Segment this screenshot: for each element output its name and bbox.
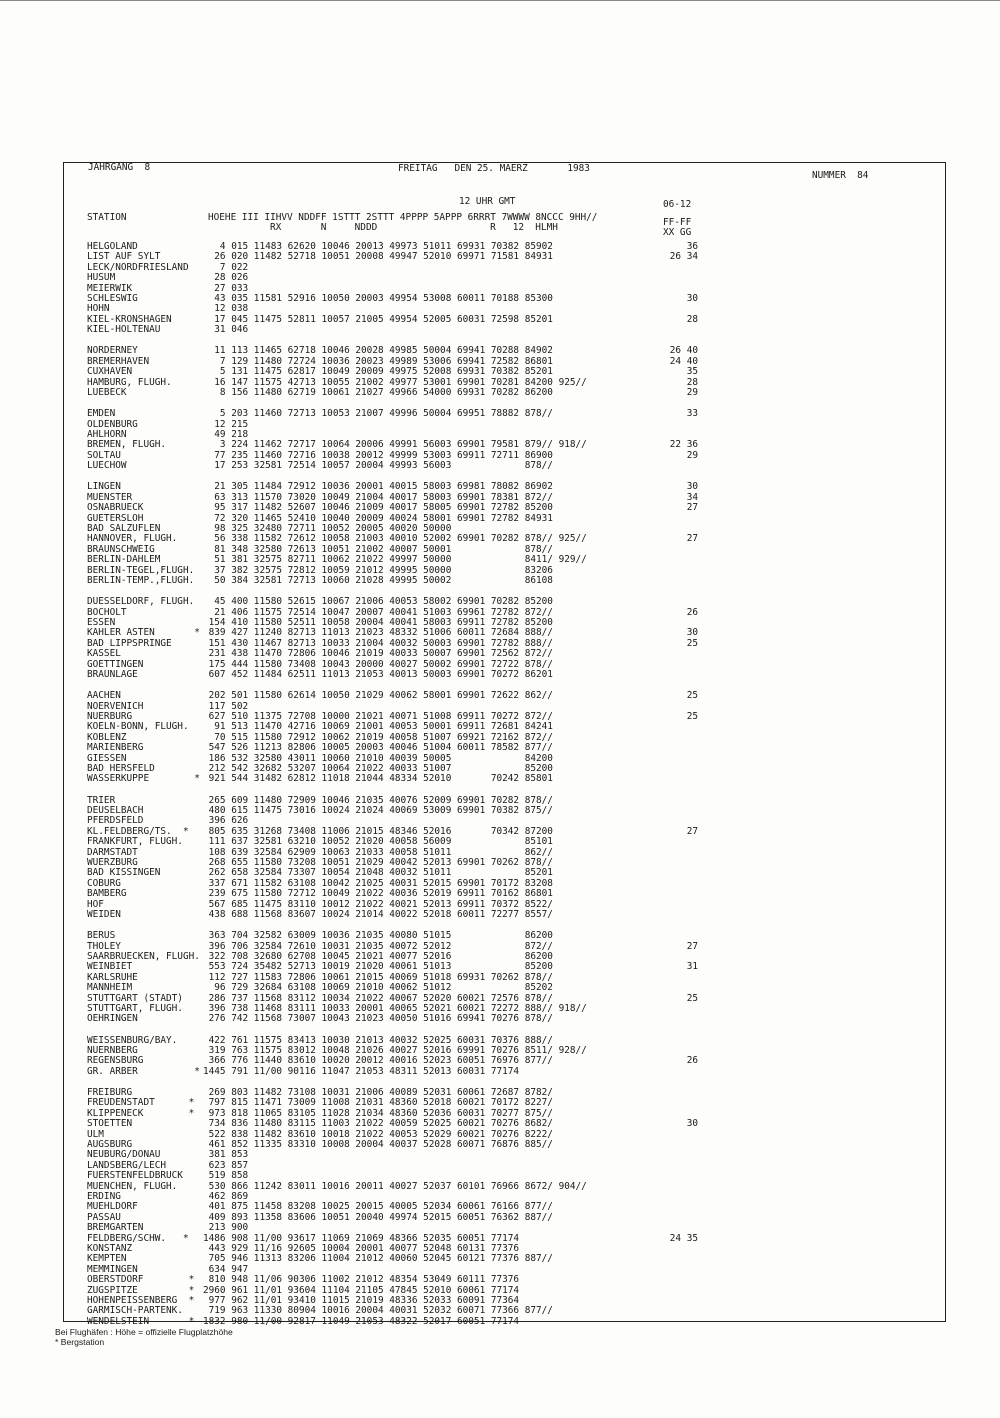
station-name: MUENSTER	[87, 491, 133, 503]
station-readings: 265 609 11480 72909 10046 21035 40076 52009 69901 70282 878//	[203, 794, 553, 806]
station-name: LUEBECK	[87, 387, 127, 398]
wind-gust: 28	[686, 376, 698, 388]
station-name: AACHEN	[87, 690, 121, 702]
station-readings: 17 045 11475 52811 10057 21005 49954 52005 60031 72598 85201	[203, 313, 553, 325]
station-readings: 530 866 11242 83011 10016 20011 40027 52037 60101 76966 8672/ 904//	[203, 1180, 587, 1192]
station-name: REGENSBURG	[87, 1055, 144, 1067]
station-readings: 151 430 11467 82713 10033 21004 40032 50003 69901 72782 888//	[203, 637, 553, 649]
station-name: GARMISCH-PARTENK.	[87, 1305, 183, 1317]
station-readings: 363 704 32582 63009 10036 21035 40080 51015 86200	[203, 930, 553, 942]
wind-gust: 26 40	[669, 345, 698, 357]
header-ff-line2: XX GG	[663, 227, 692, 238]
station-readings: 112 727 11583 72806 10061 21015 40069 51018 69931 70262 878//	[203, 971, 553, 983]
station-readings: 734 836 11480 83115 11003 21022 40059 52025 60021 70276 8682/	[203, 1118, 553, 1130]
station-readings: 70 515 11580 72912 10062 21019 40058 51007 69921 72162 872//	[203, 731, 553, 743]
station-name: BERLIN-TEGEL,FLUGH.	[87, 564, 195, 576]
station-name: BERLIN-TEMP.,FLUGH.	[87, 575, 195, 586]
station-readings: 12 038	[203, 303, 249, 315]
station-readings: 77 235 11460 72716 10038 20012 49999 53003 69911 72711 86900	[203, 449, 553, 461]
wind-gust: 22 36	[669, 439, 698, 451]
station-name: FUERSTENFELDBRUCK	[87, 1170, 183, 1182]
station-readings: 5 131 11475 62817 10049 20009 49975 52008 69931 70382 85201	[203, 366, 553, 378]
station-name: HOHENPEISSENBERG *	[87, 1295, 195, 1306]
station-readings: 239 675 11580 72712 10049 21022 40036 52019 69911 70162 86801	[203, 888, 553, 900]
wind-gust: 24 40	[669, 355, 698, 367]
station-name: KONSTANZ	[87, 1243, 133, 1254]
station-name: COBURG	[87, 877, 121, 889]
wind-gust: 27	[686, 825, 698, 837]
station-readings: 16 147 11575 42713 10055 21002 49977 53001 69901 70281 84200 925//	[203, 376, 587, 388]
station-name: BERUS	[87, 930, 116, 942]
footnote-mountain: * Bergstation	[55, 1337, 105, 1347]
wind-gust: 30	[686, 481, 698, 493]
station-name: FELDBERG/SCHW. *	[87, 1232, 189, 1244]
station-readings: 607 452 11484 62511 11013 21053 40013 50003 69901 70272 86201	[203, 669, 553, 680]
header-nummer: NUMMER 84	[812, 170, 869, 181]
station-readings: 91 513 11470 42716 10069 21001 40053 50001 69911 72681 84241	[203, 721, 553, 733]
station-readings: 443 929 11/16 92605 10004 20001 40077 52048 60131 77376	[203, 1243, 520, 1254]
station-readings: 366 776 11440 83610 10020 20012 40016 52023 60051 76976 877//	[203, 1055, 553, 1067]
station-name: HELGOLAND	[87, 241, 138, 252]
station-name: KASSEL	[87, 648, 121, 660]
header-date: FREITAG DEN 25. MAERZ 1983	[398, 163, 590, 174]
station-name: NEUBURG/DONAU	[87, 1149, 161, 1161]
station-name: STOETTEN	[87, 1118, 133, 1130]
station-readings: 26 020 11482 52718 10051 20008 49947 52010 69971 71581 84931	[203, 251, 553, 263]
station-readings: 839 427 11240 82713 11013 21023 48332 51006 60011 72684 888//	[203, 627, 553, 639]
station-name: HUSUM	[87, 272, 116, 284]
header-time: 12 UHR GMT	[459, 196, 516, 207]
wind-gust: 25	[686, 711, 698, 722]
station-name: SCHLESWIG	[87, 293, 138, 304]
station-name: ERDING	[87, 1191, 121, 1202]
station-name: KARLSRUHE	[87, 971, 138, 983]
station-name: KIEL-HOLTENAU	[87, 324, 161, 336]
station-readings: 797 815 11471 73009 11008 21031 48360 52018 60021 70172 8227/	[203, 1097, 553, 1109]
station-readings: 322 708 32680 62708 10045 21021 40077 52016 86200	[203, 951, 553, 962]
station-name: KIEL-KRONSHAGEN	[87, 313, 172, 325]
station-name: EMDEN	[87, 408, 116, 420]
station-readings: 4 015 11483 62620 10046 20013 49973 51011 69931 70382 85902	[203, 241, 553, 252]
station-name: BAD SALZUFLEN	[87, 523, 161, 534]
station-readings: 422 761 11575 83413 10030 21013 40032 52025 60031 70376 888//	[203, 1034, 553, 1046]
station-name: DUESSELDORF, FLUGH.	[87, 596, 195, 608]
station-readings: 276 742 11568 73007 10043 21023 40050 51016 69941 70276 878//	[203, 1013, 553, 1025]
station-name: MEMMINGEN	[87, 1263, 138, 1275]
station-name: WENDELSTEIN *	[87, 1315, 195, 1327]
wind-gust: 26	[686, 606, 698, 618]
station-name: BREMGARTEN	[87, 1222, 144, 1234]
station-readings: 522 838 11482 83610 10018 21022 40053 52029 60021 70276 8222/	[203, 1128, 553, 1140]
station-readings: 480 615 11475 73016 10024 21024 40069 53009 69901 70382 875//	[203, 805, 553, 816]
station-name: BREMERHAVEN	[87, 355, 150, 367]
station-name: FREIBURG	[87, 1087, 133, 1098]
wind-gust: 27	[686, 502, 698, 514]
station-readings: 2960 961 11/01 93604 11104 21105 47845 52010 60061 77174	[203, 1284, 520, 1296]
station-name: BRAUNSCHWEIG	[87, 543, 155, 555]
station-readings: 438 688 11568 83607 10024 21014 40022 52018 60011 72277 8557/	[203, 909, 553, 920]
station-readings: 973 818 11065 83105 11028 21034 48360 52036 60031 70277 875//	[203, 1107, 553, 1119]
station-name: LANDSBERG/LECH	[87, 1159, 167, 1171]
station-readings: 719 963 11330 80904 10016 20004 40031 52032 60071 77366 877//	[203, 1305, 553, 1317]
station-readings: 51 381 32575 82711 10062 21022 49997 50000 8411/ 929//	[203, 554, 587, 566]
station-readings: 12 215	[203, 418, 249, 430]
station-readings: 21 406 11575 72514 10047 20007 40041 51003 69961 72782 872//	[203, 606, 553, 618]
station-name: FRANKFURT, FLUGH.	[87, 836, 183, 848]
station-readings: 175 444 11580 73408 10043 20000 40027 50002 69901 72722 878//	[203, 658, 553, 670]
station-name: DEUSELBACH	[87, 805, 144, 816]
station-readings: 81 348 32580 72613 10051 21002 40007 50001 878//	[203, 543, 553, 555]
station-name: STUTTGART, FLUGH.	[87, 1003, 183, 1014]
wind-gust: 31	[686, 961, 698, 973]
station-name: NUERNBERG	[87, 1045, 138, 1056]
station-readings: 381 853	[203, 1149, 249, 1161]
station-readings: 96 729 32684 63108 10069 21010 40062 51012 85202	[203, 982, 553, 994]
station-readings: 212 542 32682 53207 10064 21022 40033 51007 85200	[203, 763, 553, 774]
station-name: BREMEN, FLUGH.	[87, 439, 167, 451]
header-jahrgang: JAHRGANG 8	[88, 162, 151, 173]
station-name: GR. ARBER *	[87, 1065, 200, 1077]
station-name: WEIDEN	[87, 909, 121, 920]
station-name: LIST AUF SYLT	[87, 251, 161, 263]
station-readings: 11 113 11465 62718 10046 20028 49985 50004 69941 70288 84902	[203, 345, 553, 357]
station-name: KEMPTEN	[87, 1253, 127, 1265]
station-readings: 1445 791 11/00 90116 11047 21053 48311 52013 60031 77174	[203, 1065, 520, 1077]
station-name: MARIENBERG	[87, 742, 144, 754]
station-name: KOBLENZ	[87, 731, 127, 743]
station-readings: 269 803 11482 73108 10031 21006 40089 52031 60061 72687 8782/	[203, 1087, 553, 1098]
station-readings: 810 948 11/06 90306 11002 21012 48354 53049 60111 77376	[203, 1274, 520, 1286]
wind-gust: 26	[686, 1055, 698, 1067]
header-columns-line1: HOEHE III IIHVV NDDFF 1STTT 2STTT 4PPPP 5APPP 6RRRT 7WWWW 8NCCC 9HH//	[208, 212, 598, 223]
station-name: SOLTAU	[87, 449, 121, 461]
station-name: STUTTGART (STADT)	[87, 992, 183, 1004]
station-readings: 98 325 32480 72711 10052 20005 40020 50000	[203, 523, 452, 534]
station-name: BAD KISSINGEN	[87, 867, 161, 879]
station-name: HOF	[87, 898, 104, 910]
station-name: BOCHOLT	[87, 606, 127, 618]
station-name: MUEHLDORF	[87, 1201, 138, 1213]
station-readings: 634 947	[203, 1263, 249, 1275]
wind-gust: 26 34	[669, 251, 698, 263]
station-name: ULM	[87, 1128, 104, 1140]
station-name: BAMBERG	[87, 888, 127, 900]
station-name: GOETTINGEN	[87, 658, 144, 670]
wind-gust: 35	[686, 366, 698, 378]
station-readings: 50 384 32581 72713 10060 21028 49995 50002 86108	[203, 575, 553, 586]
wind-gust: 25	[686, 992, 698, 1004]
station-name: LINGEN	[87, 481, 121, 493]
station-readings: 108 639 32584 62909 10063 21033 40058 51011 862//	[203, 846, 553, 858]
station-name: AUGSBURG	[87, 1139, 133, 1150]
station-name: NOERVENICH	[87, 700, 144, 712]
station-readings: 186 532 32580 43011 10060 21010 40039 50005 84200	[203, 752, 553, 764]
station-readings: 396 706 32584 72610 10031 21035 40072 52012 872//	[203, 940, 553, 952]
station-name: GUETERSLOH	[87, 512, 144, 524]
station-readings: 21 305 11484 72912 10036 20001 40015 58003 69981 78082 86902	[203, 481, 553, 493]
station-readings: 519 858	[203, 1170, 249, 1182]
station-name: WEINBIET	[87, 961, 133, 973]
station-readings: 72 320 11465 52410 10040 20009 40024 58001 69901 72782 84931	[203, 512, 553, 524]
header-columns-line2: RX N NDDD R 12 HLMH	[270, 222, 558, 233]
wind-gust: 30	[686, 1118, 698, 1130]
station-readings: 154 410 11580 52511 10058 20004 40041 58003 69911 72782 85200	[203, 617, 553, 628]
wind-gust: 27	[686, 533, 698, 545]
station-name: GIESSEN	[87, 752, 127, 764]
station-readings: 567 685 11475 83110 10012 21022 40021 52013 69911 70372 8522/	[203, 898, 553, 910]
station-name: MUENCHEN, FLUGH.	[87, 1180, 178, 1192]
station-readings: 28 026	[203, 272, 249, 284]
station-name: WASSERKUPPE *	[87, 773, 200, 785]
station-name: THOLEY	[87, 940, 121, 952]
station-readings: 553 724 35482 52713 10019 21020 40061 51013 85200	[203, 961, 553, 973]
station-readings: 63 313 11570 73020 10049 21004 40017 58003 69901 78381 872//	[203, 491, 553, 503]
station-name: CUXHAVEN	[87, 366, 133, 378]
header-hours: 06-12	[663, 199, 692, 210]
station-readings: 5 203 11460 72713 10053 21007 49996 50004 69951 78882 878//	[203, 408, 553, 420]
station-readings: 1486 908 11/00 93617 11069 21069 48366 52035 60051 77174	[203, 1232, 520, 1244]
station-readings: 7 022	[203, 261, 249, 273]
station-readings: 623 857	[203, 1159, 249, 1171]
wind-gust: 34	[686, 491, 698, 503]
station-name: BERLIN-DAHLEM	[87, 554, 161, 566]
station-readings: 56 338 11582 72612 10058 21003 40010 52002 69901 70282 878// 925//	[203, 533, 587, 545]
station-readings: 396 738 11468 83111 10033 20001 40065 52021 60021 72272 888// 918//	[203, 1003, 587, 1014]
station-readings: 462 869	[203, 1191, 249, 1202]
station-name: KAHLER ASTEN *	[87, 627, 200, 639]
station-name: HOHN	[87, 303, 110, 315]
wind-gust: 29	[686, 449, 698, 461]
station-name: DARMSTADT	[87, 846, 138, 858]
station-readings: 319 763 11575 83012 10048 21026 40027 52016 69991 70276 8511/ 928//	[203, 1045, 587, 1056]
station-name: NUERBURG	[87, 711, 133, 722]
station-readings: 805 635 31268 73408 11006 21015 48346 52016 70342 87200	[203, 825, 553, 837]
station-readings: 921 544 31482 62812 11018 21044 48334 52010 70242 85801	[203, 773, 553, 785]
header-station-label: STATION	[87, 212, 127, 223]
station-readings: 95 317 11482 52607 10046 21009 40017 58005 69901 72782 85200	[203, 502, 553, 514]
station-readings: 31 046	[203, 324, 249, 336]
station-name: PFERDSFELD	[87, 815, 144, 827]
station-readings: 1832 980 11/00 92817 11049 21053 48322 52017 60051 77174	[203, 1315, 520, 1327]
station-name: BAD LIPPSPRINGE	[87, 637, 172, 649]
station-name: HAMBURG, FLUGH.	[87, 376, 172, 388]
station-readings: 37 382 32575 72812 10059 21012 49995 50000 83206	[203, 564, 553, 576]
station-name: ZUGSPITZE *	[87, 1284, 195, 1296]
top-edge-line	[0, 0, 1000, 4]
station-name: LECK/NORDFRIESLAND	[87, 261, 189, 273]
station-name: MANNHEIM	[87, 982, 133, 994]
station-name: PASSAU	[87, 1211, 121, 1223]
station-readings: 547 526 11213 82806 10005 20003 40046 51004 60011 78582 877//	[203, 742, 553, 754]
station-name: KLIPPENECK *	[87, 1107, 195, 1119]
wind-gust: 27	[686, 940, 698, 952]
station-readings: 401 875 11458 83208 10025 20015 40005 52034 60061 76166 877//	[203, 1201, 553, 1213]
station-name: SAARBRUECKEN, FLUGH.	[87, 951, 200, 962]
station-readings: 117 502	[203, 700, 249, 712]
wind-gust: 33	[686, 408, 698, 420]
wind-gust: 28	[686, 313, 698, 325]
wind-gust: 25	[686, 690, 698, 702]
station-readings: 231 438 11470 72806 10046 21019 40033 50007 69901 72562 872//	[203, 648, 553, 660]
station-readings: 396 626	[203, 815, 249, 827]
station-name: HANNOVER, FLUGH.	[87, 533, 178, 545]
station-readings: 337 671 11582 63108 10042 21025 40031 52015 69901 70172 83208	[203, 877, 553, 889]
station-name: LUECHOW	[87, 460, 127, 472]
station-readings: 3 224 11462 72717 10064 20006 49991 56003 69901 79581 879// 918//	[203, 439, 587, 451]
footnote-airport: Bei Flughäfen : Höhe = offizielle Flugplatzhöhe	[55, 1327, 233, 1337]
station-readings: 8 156 11480 62719 10061 21027 49966 54000 69931 70282 86200	[203, 387, 553, 398]
station-name: WEISSENBURG/BAY.	[87, 1034, 178, 1046]
station-name: AHLHORN	[87, 429, 127, 440]
station-readings: 627 510 11375 72708 10000 21021 40071 51008 69911 70272 872//	[203, 711, 553, 722]
station-readings: 17 253 32581 72514 10057 20004 49993 56003 878//	[203, 460, 553, 472]
station-readings: 705 946 11313 83206 11004 21012 40060 52045 60121 77376 887//	[203, 1253, 553, 1265]
station-readings: 262 658 32584 73307 10054 21048 40032 51011 85201	[203, 867, 553, 879]
station-name: TRIER	[87, 794, 116, 806]
station-readings: 268 655 11580 73208 10051 21029 40042 52013 69901 70262 878//	[203, 857, 553, 868]
station-name: BRAUNLAGE	[87, 669, 138, 680]
station-name: NORDERNEY	[87, 345, 138, 357]
station-readings: 286 737 11568 83112 10034 21022 40067 52020 60021 72576 878//	[203, 992, 553, 1004]
station-name: KOELN-BONN, FLUGH.	[87, 721, 189, 733]
station-name: WUERZBURG	[87, 857, 138, 868]
station-name: MEIERWIK	[87, 282, 133, 294]
wind-gust: 29	[686, 387, 698, 398]
station-name: KL.FELDBERG/TS. *	[87, 825, 189, 837]
station-name: BAD HERSFELD	[87, 763, 155, 774]
station-readings: 977 962 11/01 93410 11015 21019 48336 52033 60091 77364	[203, 1295, 520, 1306]
station-readings: 409 893 11358 83606 10051 20040 49974 52015 60051 76362 887//	[203, 1211, 553, 1223]
wind-gust: 30	[686, 293, 698, 304]
station-readings: 45 400 11580 52615 10067 21006 40053 58002 69901 70282 85200	[203, 596, 553, 608]
station-name: ESSEN	[87, 617, 116, 628]
station-name: FREUDENSTADT *	[87, 1097, 195, 1109]
station-readings: 27 033	[203, 282, 249, 294]
station-name: OEHRINGEN	[87, 1013, 138, 1025]
station-readings: 43 035 11581 52916 10050 20003 49954 53008 60011 70188 85300	[203, 293, 553, 304]
station-name: OBERSTDORF *	[87, 1274, 195, 1286]
station-readings: 7 129 11480 72724 10036 20023 49989 53006 69941 72582 86801	[203, 355, 553, 367]
wind-gust: 36	[686, 241, 698, 252]
station-readings: 461 852 11335 83310 10008 20004 40037 52028 60071 76876 885//	[203, 1139, 553, 1150]
station-readings: 213 900	[203, 1222, 249, 1234]
station-readings: 49 218	[203, 429, 249, 440]
station-name: OLDENBURG	[87, 418, 138, 430]
wind-gust: 30	[686, 627, 698, 639]
station-readings: 111 637 32581 63210 10052 21020 40058 56009 85101	[203, 836, 553, 848]
header-ff-line1: FF-FF	[663, 217, 692, 228]
station-readings: 202 501 11580 62614 10050 21029 40062 58001 69901 72622 862//	[203, 690, 553, 702]
station-name: OSNABRUECK	[87, 502, 144, 514]
wind-gust: 25	[686, 637, 698, 649]
wind-gust: 24 35	[669, 1232, 698, 1244]
